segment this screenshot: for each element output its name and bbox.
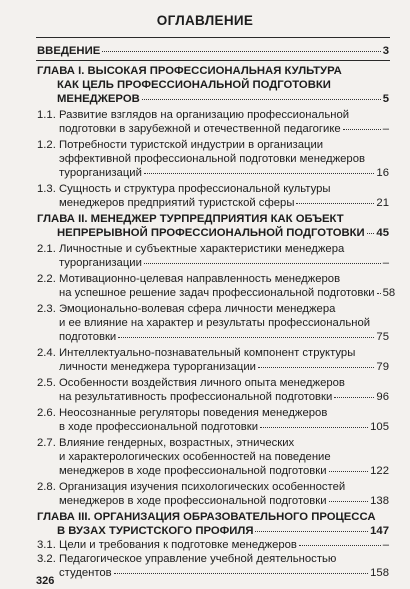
section-2-6-line1: 2.6. Неосознанные регуляторы поведения менеджеров <box>37 407 328 419</box>
section-2-7-line1: 2.7. Влияние гендерных, возрастных, этнических <box>37 437 295 449</box>
toc-entry-2-1 <box>59 257 389 270</box>
entry-title: менеджеров в ходе профессиональной подготовки <box>59 495 327 507</box>
toc-entry-1-2 <box>59 167 389 180</box>
toc-entry-intro <box>37 45 389 58</box>
divider <box>36 60 390 61</box>
entry-title: личности менеджера турорганизации <box>59 361 256 373</box>
entry-title: НЕПРЕРЫВНОЙ ПРОФЕССИОНАЛЬНОЙ ПОДГОТОВКИ <box>57 227 365 239</box>
entry-page: 5 <box>382 93 389 105</box>
entry-title: ВВЕДЕНИЕ <box>37 45 101 57</box>
page-title: ОГЛАВЛЕНИЕ <box>156 13 254 28</box>
section-1-3-line1: 1.3. Сущность и структура профессиональной культуры <box>37 183 331 195</box>
toc-entry-1-1 <box>59 123 389 136</box>
entry-page: – <box>382 539 389 551</box>
page-number: 326 <box>36 575 55 587</box>
leader-dots <box>329 501 369 502</box>
entry-title: на успешное решение задач профессиональной подготовки <box>59 287 375 299</box>
toc-entry-3-2 <box>59 567 389 580</box>
chapter-1-heading-line2: КАК ЦЕЛЬ ПРОФЕССИОНАЛЬНОЙ ПОДГОТОВКИ <box>57 79 331 91</box>
leader-dots <box>334 397 374 398</box>
entry-page: 147 <box>370 525 389 537</box>
leader-dots <box>329 471 369 472</box>
entry-page: 45 <box>376 227 389 239</box>
toc-entry-chapter-3 <box>57 525 389 538</box>
toc-entry-2-4 <box>59 361 389 374</box>
leader-dots <box>260 427 368 428</box>
entry-title: подготовки <box>59 331 117 343</box>
entry-page: 75 <box>376 331 389 343</box>
section-2-8-line1: 2.8. Организация изучения психологических особенностей <box>37 481 346 493</box>
chapter-2-heading-line1: ГЛАВА II. МЕНЕДЖЕР ТУРПРЕДПРИЯТИЯ КАК ОБЪЕКТ <box>37 213 344 225</box>
entry-page: 105 <box>370 421 389 433</box>
entry-page: 96 <box>376 391 389 403</box>
toc-entry-2-2 <box>59 287 396 300</box>
leader-dots <box>102 51 380 52</box>
leader-dots <box>343 129 381 130</box>
entry-page: 138 <box>370 495 389 507</box>
entry-title: студентов <box>59 567 112 579</box>
leader-dots <box>367 233 375 234</box>
entry-page: 158 <box>370 567 389 579</box>
leader-dots <box>377 293 381 294</box>
entry-title: В ВУЗАХ ТУРИСТСКОГО ПРОФИЛЯ <box>57 525 254 537</box>
section-1-1-line1: 1.1. Развитие взглядов на организацию профессиональной <box>37 109 350 121</box>
section-1-2-line2: эффективной профессиональной подготовки менеджеров <box>59 153 365 165</box>
leader-dots <box>144 173 374 174</box>
leader-dots <box>255 531 368 532</box>
entry-title: на результативность профессиональной подготовки <box>59 391 333 403</box>
entry-page: – <box>382 257 389 269</box>
toc-entry-2-7 <box>59 465 389 478</box>
entry-title: менеджеров предприятий туристской сферы <box>59 197 295 209</box>
toc-entry-2-8 <box>59 495 389 508</box>
chapter-3-heading-line1: ГЛАВА III. ОРГАНИЗАЦИЯ ОБРАЗОВАТЕЛЬНОГО ПРОЦЕССА <box>37 511 376 523</box>
section-2-1-line1: 2.1. Личностные и субъектные характеристики менеджера <box>37 243 345 255</box>
toc-entry-2-6 <box>59 421 389 434</box>
chapter-1-heading-line1: ГЛАВА I. ВЫСОКАЯ ПРОФЕССИОНАЛЬНАЯ КУЛЬТУРА <box>37 65 342 77</box>
section-2-4-line1: 2.4. Интеллектуально-познавательный компонент структуры <box>37 347 356 359</box>
leader-dots <box>144 263 381 264</box>
leader-dots <box>258 367 374 368</box>
section-1-2-line1: 1.2. Потребности туристской индустрии в организации <box>37 139 324 151</box>
entry-page: 3 <box>382 45 389 57</box>
toc-entry-chapter-1 <box>57 93 389 106</box>
toc-entry-2-5 <box>59 391 389 404</box>
entry-title: турорганизаций <box>59 167 142 179</box>
section-2-7-line2: и характерологических особенностей на поведение <box>59 451 331 463</box>
entry-page: 79 <box>376 361 389 373</box>
entry-title: менеджеров в ходе профессиональной подготовки <box>59 465 327 477</box>
entry-page: 58 <box>382 287 396 299</box>
leader-dots <box>118 337 374 338</box>
entry-page: 21 <box>376 197 389 209</box>
leader-dots <box>142 99 381 100</box>
divider <box>36 37 390 38</box>
toc-entry-2-3 <box>59 331 389 344</box>
leader-dots <box>296 203 374 204</box>
entry-title: подготовки в зарубежной и отечественной педагогике <box>59 123 341 135</box>
section-2-5-line1: 2.5. Особенности воздействия личного опыта менеджеров <box>37 377 345 389</box>
leader-dots <box>114 573 368 574</box>
entry-title: турорганизации <box>59 257 142 269</box>
toc-entry-chapter-2 <box>57 227 389 240</box>
entry-title: в ходе профессиональной подготовки <box>59 421 259 433</box>
toc-entry-1-3 <box>59 197 389 210</box>
section-2-3-line1: 2.3. Эмоционально-волевая сфера личности менеджера <box>37 303 336 315</box>
entry-page: – <box>382 123 389 135</box>
section-2-2-line1: 2.2. Мотивационно-целевая направленность менеджеров <box>37 273 341 285</box>
toc-entry-3-1 <box>37 539 389 552</box>
entry-title: 3.1. Цели и требования к подготовке менеджеров <box>37 539 297 551</box>
leader-dots <box>299 545 381 546</box>
entry-title: МЕНЕДЖЕРОВ <box>57 93 140 105</box>
section-2-3-line2: и ее влияние на характер и результаты профессиональной <box>59 317 371 329</box>
entry-page: 122 <box>370 465 389 477</box>
entry-page: 16 <box>376 167 389 179</box>
section-3-2-line1: 3.2. Педагогическое управление учебной деятельностью <box>37 553 337 565</box>
